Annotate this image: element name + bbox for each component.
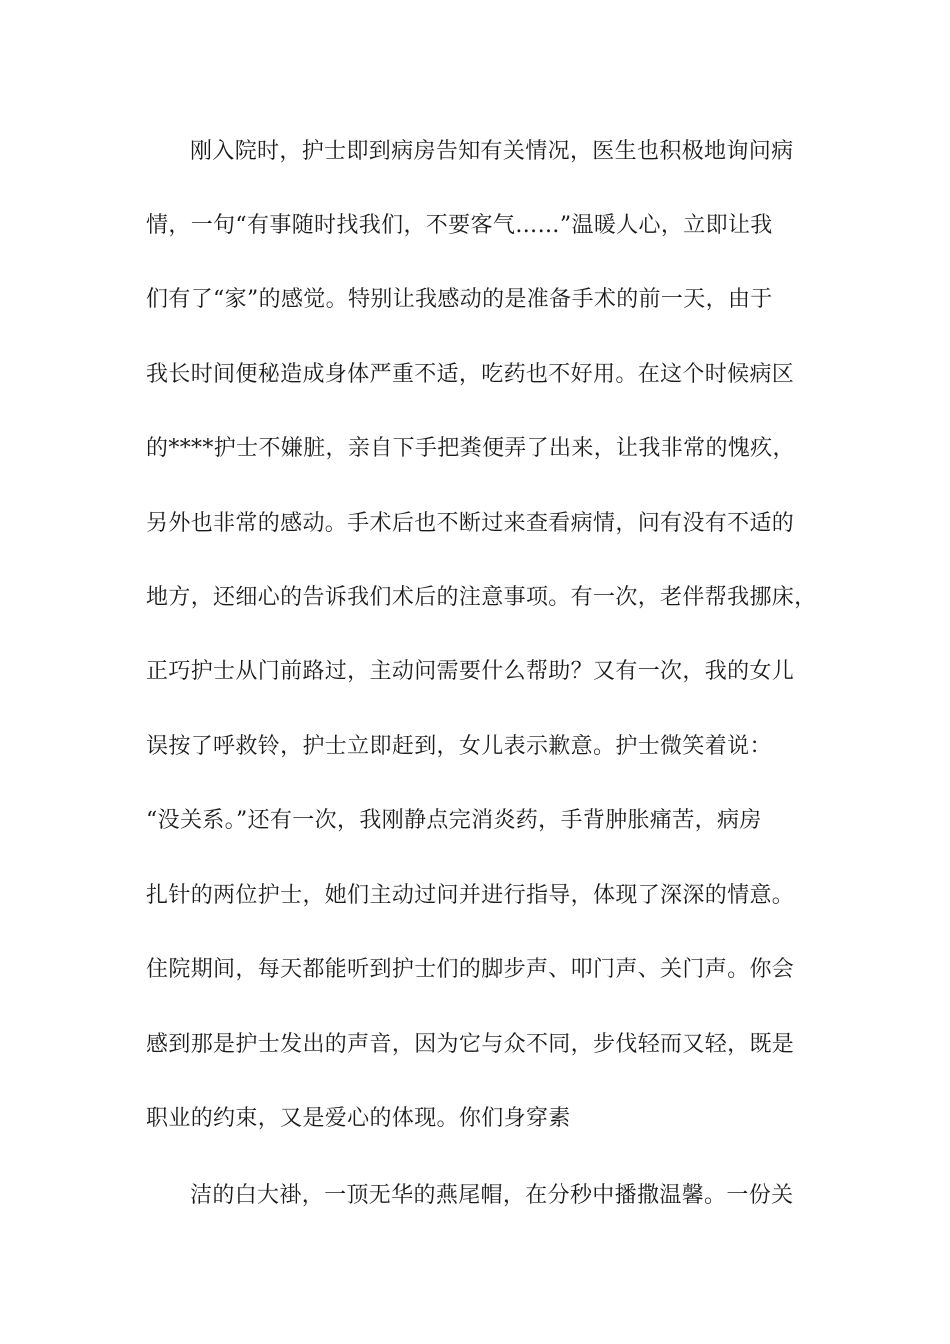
paragraph-1-line-6: 另外也非常的感动。手术后也不断过来查看病情，问有没有不适的 bbox=[146, 511, 795, 536]
paragraph-2-line-1: 洁的白大褂，一顶无华的燕尾帽，在分秒中播撒温馨。一份关 bbox=[190, 1183, 794, 1208]
paragraph-1-line-5: 的****护士不嫌脏，亲自下手把粪便弄了出来，让我非常的愧疚， bbox=[146, 436, 795, 461]
paragraph-1-line-4: 我长时间便秘造成身体严重不适，吃药也不好用。在这个时候病区 bbox=[146, 362, 795, 387]
paragraph-1-line-8: 正巧护士从门前路过，主动问需要什么帮助？又有一次，我的女儿 bbox=[146, 659, 795, 684]
paragraph-1-line-13: 感到那是护士发出的声音，因为它与众不同，步伐轻而又轻，既是 bbox=[146, 1032, 795, 1057]
paragraph-1-line-3: 们有了“家”的感觉。特别让我感动的是准备手术的前一天，由于 bbox=[146, 287, 773, 312]
paragraph-1-line-14: 职业的约束，又是爱心的体现。你们身穿素 bbox=[146, 1106, 571, 1131]
paragraph-1-line-1: 刚入院时，护士即到病房告知有关情况，医生也积极地询问病 bbox=[190, 139, 794, 164]
paragraph-1-line-7: 地方，还细心的告诉我们术后的注意事项。有一次，老伴帮我挪床， bbox=[146, 585, 817, 610]
paragraph-1-line-11: 扎针的两位护士，她们主动过问并进行指导，体现了深深的情意。 bbox=[146, 883, 795, 908]
paragraph-1-line-12: 住院期间，每天都能听到护士们的脚步声、叩门声、关门声。你会 bbox=[146, 957, 795, 982]
paragraph-1-line-9: 误按了呼救铃，护士立即赶到，女儿表示歉意。护士微笑着说： bbox=[146, 734, 772, 759]
paragraph-1-line-2: 情，一句“有事随时找我们，不要客气……”温暖人心，立即让我 bbox=[146, 213, 773, 238]
paragraph-1-line-10: “没关系。”还有一次，我刚静点完消炎药，手背肿胀痛苦，病房 bbox=[146, 808, 762, 833]
